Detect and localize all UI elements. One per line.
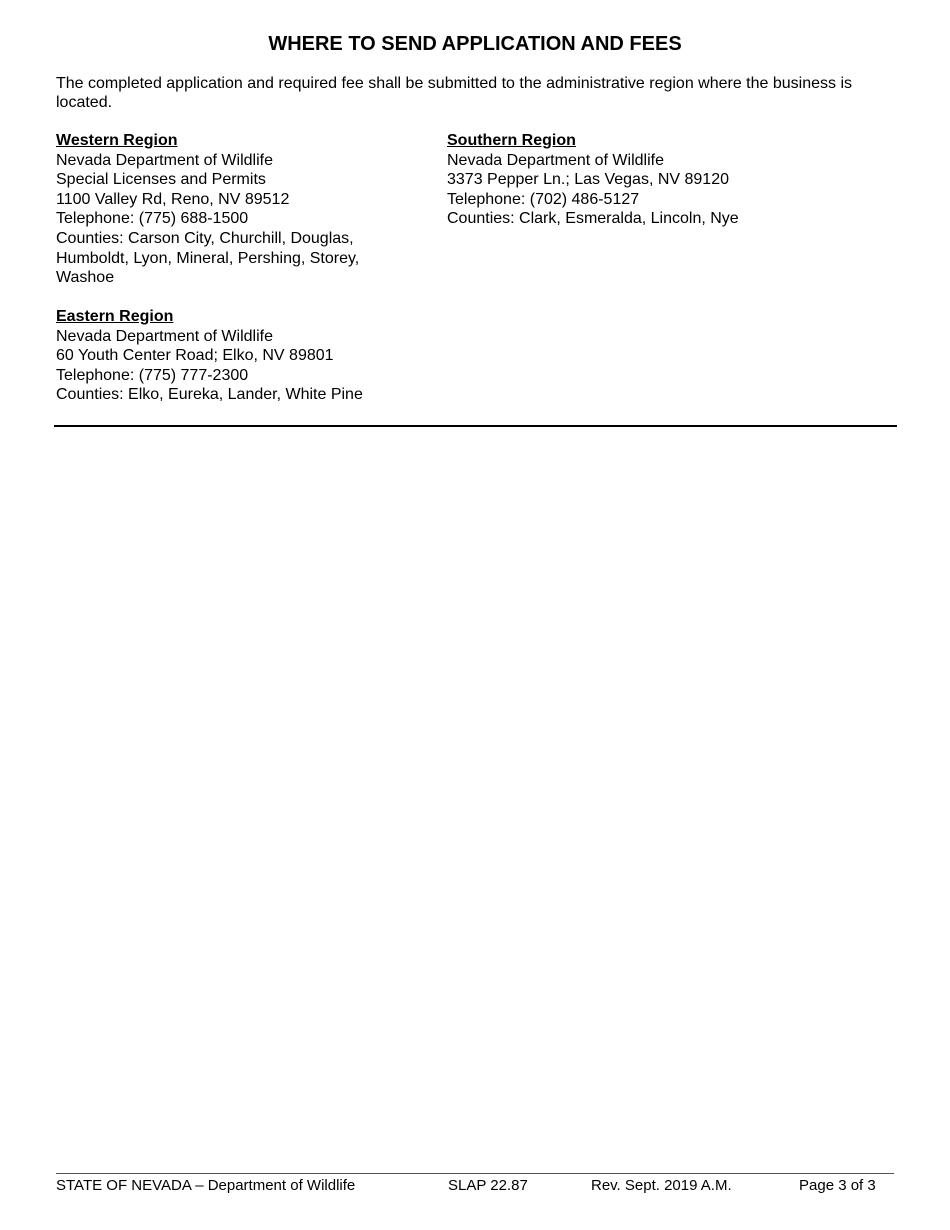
section-divider bbox=[54, 425, 897, 427]
region-address: 60 Youth Center Road; Elko, NV 89801 bbox=[56, 347, 334, 365]
footer-divider bbox=[56, 1173, 894, 1174]
southern-region-block bbox=[447, 131, 867, 229]
region-heading: Southern Region bbox=[447, 132, 576, 149]
region-agency: Nevada Department of Wildlife bbox=[56, 327, 273, 345]
region-heading: Western Region bbox=[56, 132, 178, 149]
region-telephone: Telephone: (702) 486-5127 bbox=[447, 190, 640, 208]
region-counties: Counties: Clark, Esmeralda, Lincoln, Nye bbox=[447, 210, 739, 228]
region-address: 3373 Pepper Ln.; Las Vegas, NV 89120 bbox=[447, 171, 729, 189]
footer-form-number: SLAP 22.87 bbox=[448, 1177, 528, 1194]
intro-paragraph: The completed application and required fee shall be submitted to the administrative region where the business is located. bbox=[56, 75, 853, 111]
region-heading: Eastern Region bbox=[56, 308, 174, 325]
region-counties: Counties: Carson City, Churchill, Douglas, Humboldt, Lyon, Mineral, Pershing, Storey, Washoe bbox=[56, 229, 360, 287]
region-address: 1100 Valley Rd, Reno, NV 89512 bbox=[56, 190, 290, 208]
region-agency: Nevada Department of Wildlife bbox=[447, 151, 664, 169]
eastern-region-block bbox=[56, 307, 416, 405]
region-office: Special Licenses and Permits bbox=[56, 171, 266, 189]
footer-revision: Rev. Sept. 2019 A.M. bbox=[591, 1177, 732, 1194]
western-region-block bbox=[56, 131, 396, 288]
page-title: WHERE TO SEND APPLICATION AND FEES bbox=[268, 33, 682, 55]
footer-agency: STATE OF NEVADA – Department of Wildlife bbox=[56, 1177, 356, 1194]
region-counties: Counties: Elko, Eureka, Lander, White Pine bbox=[56, 386, 363, 404]
footer-page-number: Page 3 of 3 bbox=[799, 1177, 876, 1194]
region-telephone: Telephone: (775) 688-1500 bbox=[56, 210, 249, 228]
region-agency: Nevada Department of Wildlife bbox=[56, 151, 273, 169]
region-telephone: Telephone: (775) 777-2300 bbox=[56, 366, 249, 384]
